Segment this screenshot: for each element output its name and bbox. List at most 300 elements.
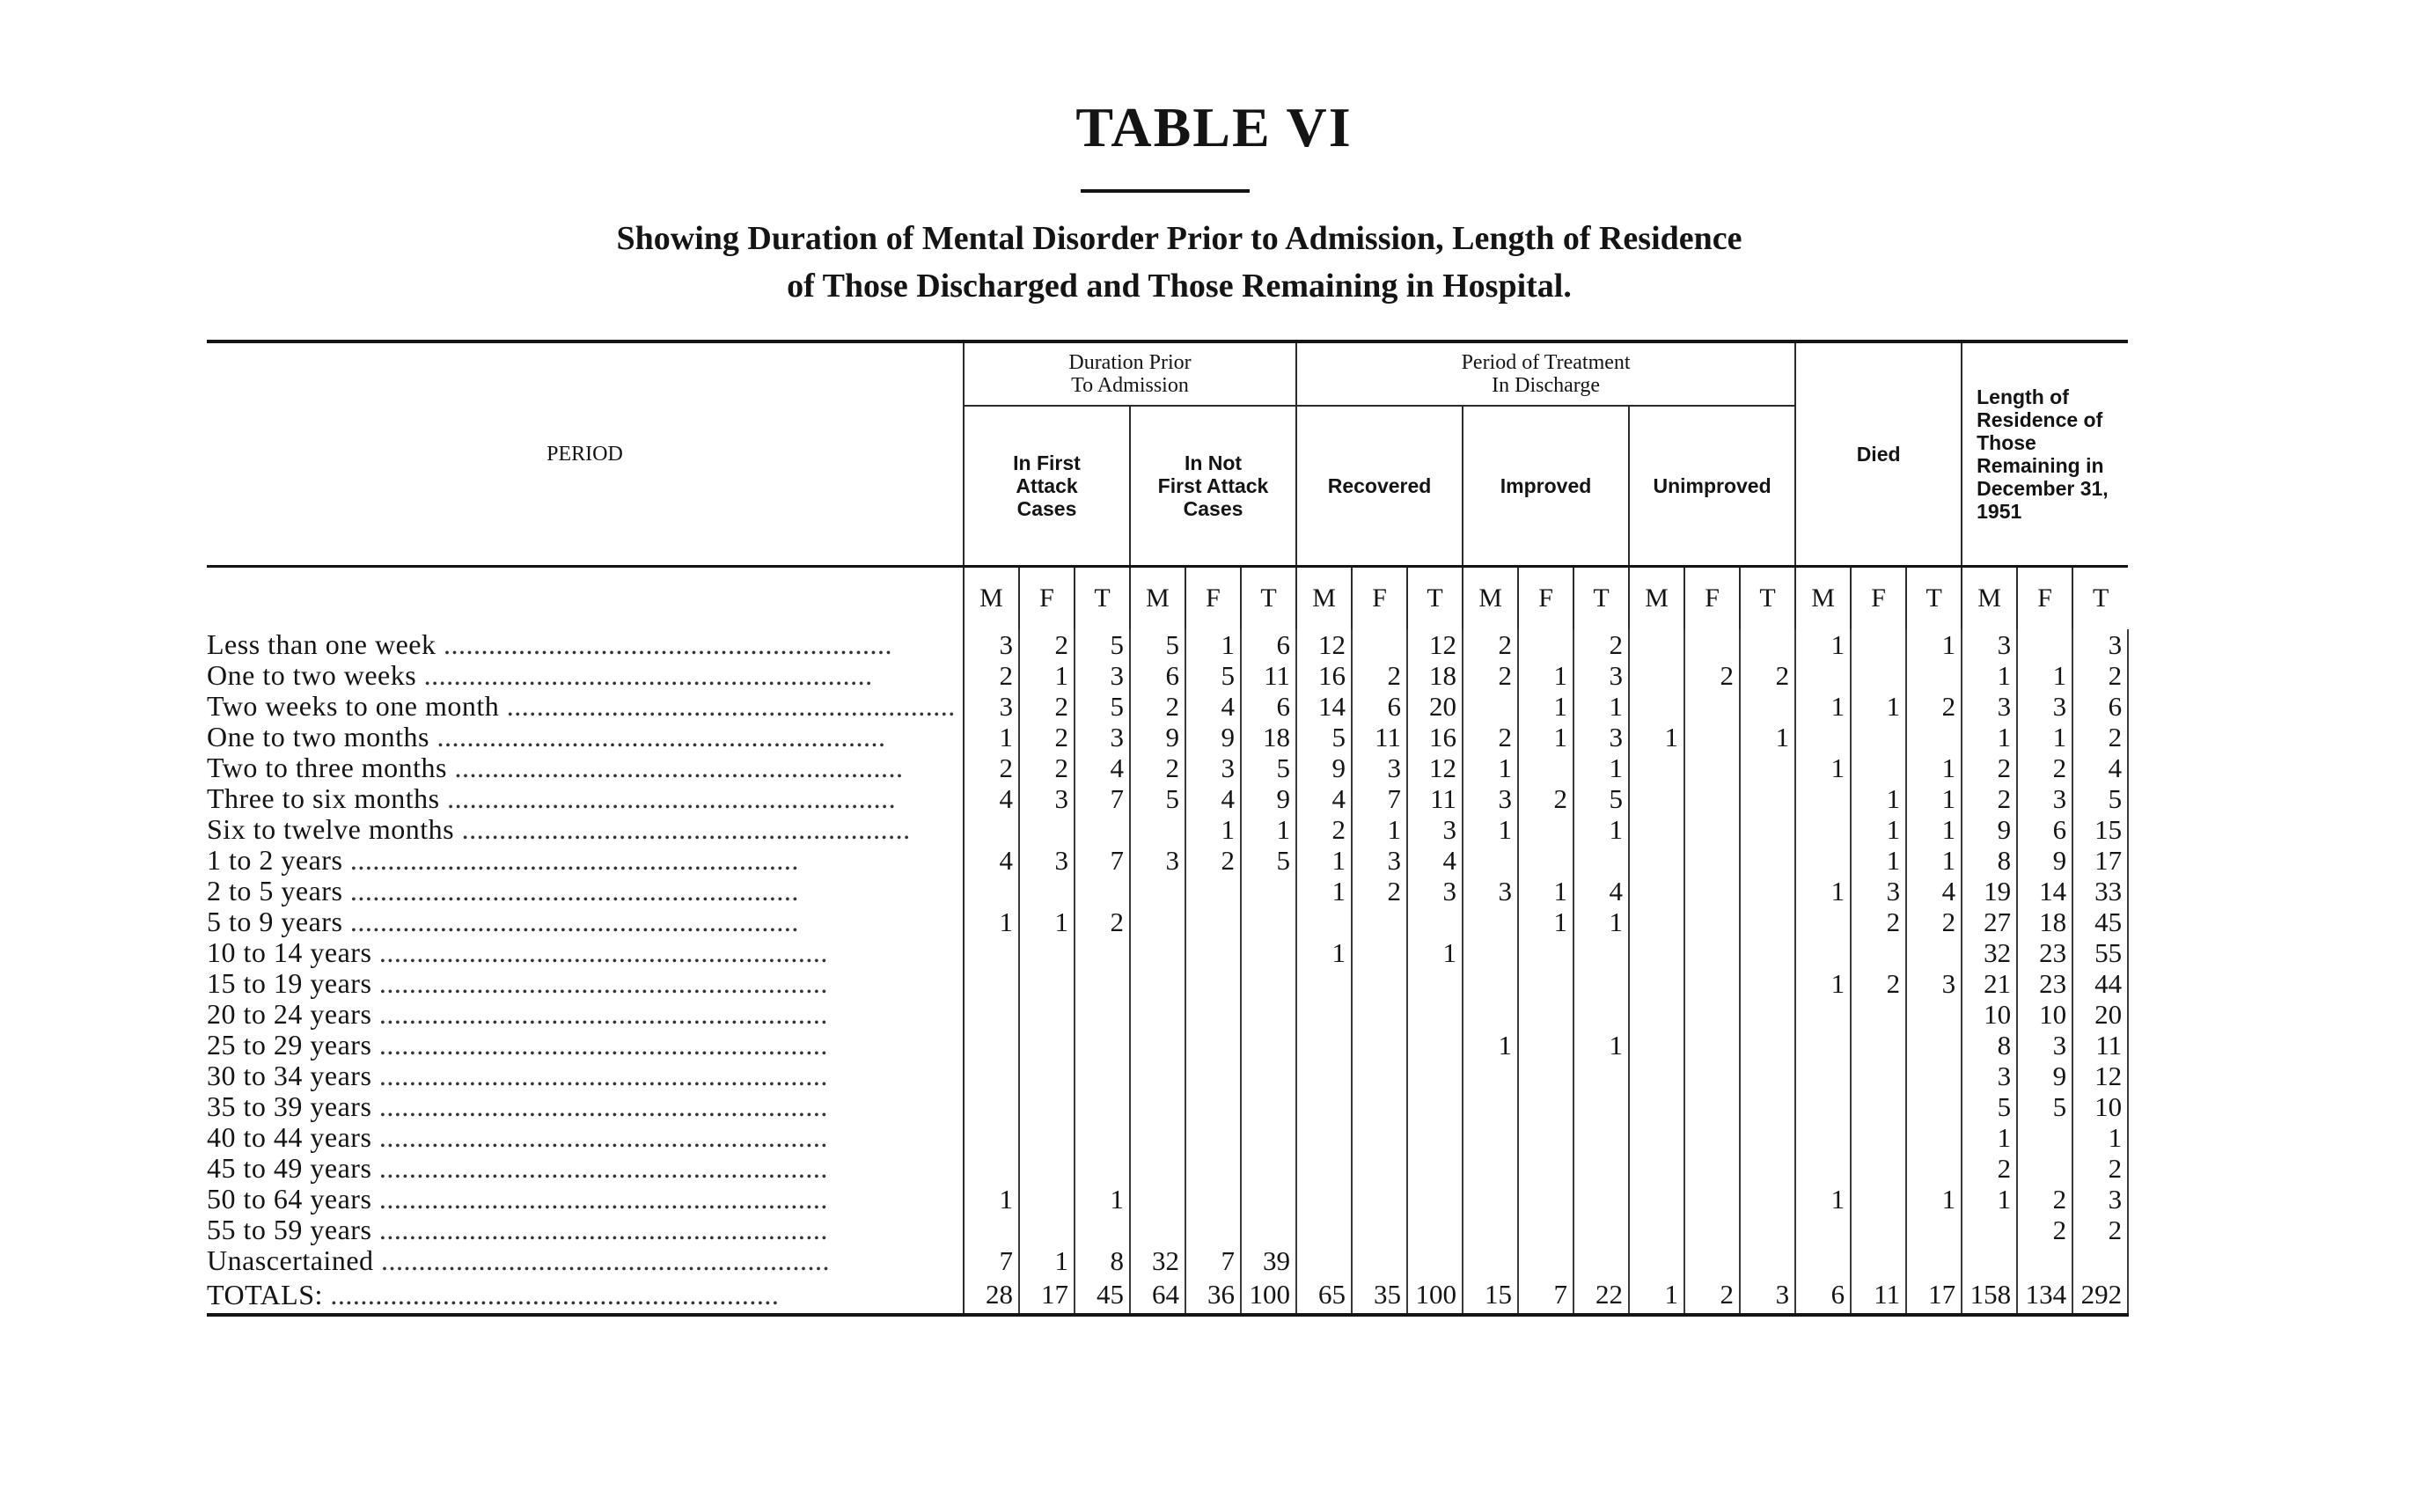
value-cell [2017,629,2072,660]
value-cell: 21 [1962,968,2017,999]
value-cell [1684,783,1740,814]
duration-prior-line-2: To Admission [1071,374,1189,397]
value-cell [1241,937,1296,968]
value-cell: 3 [1906,968,1962,999]
value-cell: 39 [1241,1245,1296,1276]
value-cell: 2 [2017,1215,2072,1245]
value-cell [1740,752,1795,783]
leader-dots: ............................................................ [371,1061,828,1091]
value-cell: 5 [2017,1091,2072,1122]
value-cell: 3 [1962,691,2017,722]
value-cell [1795,1091,1851,1122]
value-cell [1684,906,1740,937]
period-cell [207,1091,964,1122]
value-cell [1407,1122,1463,1153]
value-cell [1851,660,1906,691]
value-cell [1019,999,1075,1030]
subtitle-line-2: of Those Discharged and Those Remaining in Hospital. [787,268,1572,305]
table-title: TABLE VI [1075,96,1353,158]
period-label: 35 to 39 years [207,1091,372,1122]
sex-header-t: T [1740,567,1795,630]
value-cell [1407,1061,1463,1091]
value-cell: 11 [1352,722,1407,752]
value-cell [1629,1061,1684,1091]
leader-dots: ............................................................ [439,783,897,814]
value-cell [1740,999,1795,1030]
value-cell [1962,1245,2017,1276]
period-cell [207,876,964,906]
value-cell [1296,999,1352,1030]
value-cell: 15 [1463,1276,1518,1315]
value-cell [1629,691,1684,722]
sex-header-t: T [1407,567,1463,630]
value-cell: 1 [1518,691,1573,722]
value-cell [1518,1184,1573,1215]
treatment-line-1: Period of Treatment [1461,351,1631,374]
value-cell [1407,1184,1463,1215]
value-cell: 1 [964,1184,1019,1215]
value-cell: 45 [1075,1276,1130,1315]
value-cell [1019,1153,1075,1184]
value-cell: 1 [1851,783,1906,814]
value-cell [1130,876,1185,906]
table-row [207,783,2128,814]
table-row [207,937,2128,968]
value-cell: 3 [1851,876,1906,906]
value-cell [1518,937,1573,968]
table-row [207,968,2128,999]
value-cell [964,1122,1019,1153]
value-cell [964,1215,1019,1245]
value-cell [1906,1245,1962,1276]
value-cell [1851,1061,1906,1091]
value-cell: 9 [2017,1061,2072,1091]
value-cell: 5 [1241,845,1296,876]
not-first-line-3: Cases [1183,497,1243,520]
value-cell: 2 [1962,783,2017,814]
value-cell: 1 [964,722,1019,752]
sex-header-row [207,567,2128,630]
leader-dots: ............................................................ [342,876,799,906]
residence-line-6: 1951 [1977,500,2022,523]
value-cell [1019,1061,1075,1091]
value-cell [1019,937,1075,968]
value-cell: 100 [1241,1276,1296,1315]
leader-dots: ............................................................ [429,722,886,752]
value-cell: 1 [1352,814,1407,845]
value-cell: 5 [1185,660,1241,691]
value-cell: 6 [1130,660,1185,691]
value-cell [1407,999,1463,1030]
value-cell [1019,814,1075,845]
leader-dots: ............................................................ [342,845,799,876]
sex-header-f: F [1019,567,1075,630]
value-cell: 5 [1296,722,1352,752]
value-cell [1075,814,1130,845]
period-cell [207,906,964,937]
value-cell [964,968,1019,999]
value-cell [1518,1091,1573,1122]
value-cell: 32 [1130,1245,1185,1276]
value-cell [1740,1061,1795,1091]
value-cell [1795,937,1851,968]
value-cell [1130,1215,1185,1245]
value-cell [1962,1215,2017,1245]
value-cell: 6 [1795,1276,1851,1315]
value-cell [1795,1245,1851,1276]
value-cell: 4 [1906,876,1962,906]
leader-dots: ............................................................ [322,1279,780,1310]
period-cell [207,814,964,845]
value-cell [1518,629,1573,660]
value-cell: 1 [1962,1122,2017,1153]
leader-dots: ............................................................ [371,999,828,1030]
first-attack-line-2: Attack [1016,474,1078,497]
value-cell [1185,906,1241,937]
value-cell [1851,1091,1906,1122]
value-cell [1573,937,1629,968]
value-cell: 9 [1130,722,1185,752]
value-cell [1684,722,1740,752]
value-cell: 12 [1407,629,1463,660]
value-cell [1296,1061,1352,1091]
value-cell: 11 [2072,1030,2128,1061]
value-cell [1019,1215,1075,1245]
table-row [207,1215,2128,1245]
value-cell: 4 [1407,845,1463,876]
value-cell [1518,968,1573,999]
value-cell: 20 [2072,999,2128,1030]
value-cell: 16 [1407,722,1463,752]
value-cell: 1 [1795,968,1851,999]
sex-header-m: M [1130,567,1185,630]
value-cell: 2 [2072,1153,2128,1184]
value-cell [1629,1153,1684,1184]
value-cell [1851,1215,1906,1245]
value-cell: 28 [964,1276,1019,1315]
value-cell: 7 [1075,845,1130,876]
period-label: 45 to 49 years [207,1153,372,1184]
value-cell [1075,968,1130,999]
value-cell [1740,814,1795,845]
value-cell [1019,1122,1075,1153]
value-cell: 18 [1241,722,1296,752]
value-cell: 3 [1573,722,1629,752]
sex-header-t: T [1906,567,1962,630]
value-cell [1352,1091,1407,1122]
residence-line-1: Length of [1977,385,2069,408]
value-cell: 2 [1851,968,1906,999]
value-cell [1407,1245,1463,1276]
value-cell: 8 [1075,1245,1130,1276]
value-cell: 1 [1795,752,1851,783]
value-cell [1296,1184,1352,1215]
value-cell: 1 [1463,1030,1518,1061]
value-cell [1463,906,1518,937]
value-cell: 4 [1296,783,1352,814]
died-header [1795,341,1962,567]
value-cell: 19 [1962,876,2017,906]
value-cell: 2 [1463,660,1518,691]
value-cell [1684,814,1740,845]
value-cell: 9 [1241,783,1296,814]
value-cell [2017,1122,2072,1153]
value-cell [1573,1153,1629,1184]
value-cell [964,876,1019,906]
value-cell [1629,1215,1684,1245]
sex-header-m: M [964,567,1019,630]
value-cell: 1 [1019,1245,1075,1276]
value-cell [1075,1061,1130,1091]
value-cell [1185,999,1241,1030]
period-cell [207,1215,964,1245]
residence-line-5: December 31, [1977,477,2109,500]
value-cell: 1 [1851,691,1906,722]
value-cell [1463,1215,1518,1245]
value-cell: 2 [2017,1184,2072,1215]
value-cell [1075,999,1130,1030]
table-row [207,752,2128,783]
sex-header-t: T [2072,567,2128,630]
value-cell [1740,1245,1795,1276]
value-cell [1851,752,1906,783]
value-cell: 3 [1019,845,1075,876]
period-cell [207,1122,964,1153]
value-cell: 16 [1296,660,1352,691]
value-cell [1463,691,1518,722]
value-cell: 3 [1130,845,1185,876]
value-cell [1407,1153,1463,1184]
table-row [207,814,2128,845]
value-cell [1352,999,1407,1030]
period-label: 30 to 34 years [207,1061,372,1091]
value-cell: 1 [1241,814,1296,845]
value-cell: 11 [1241,660,1296,691]
period-label: 10 to 14 years [207,937,372,968]
period-cell [207,1153,964,1184]
value-cell: 2 [1906,906,1962,937]
period-label: 1 to 2 years [207,845,343,876]
value-cell [1629,999,1684,1030]
value-cell: 3 [964,629,1019,660]
period-label: One to two months [207,722,429,752]
sex-header-m: M [1463,567,1518,630]
value-cell [1075,876,1130,906]
value-cell: 5 [1241,752,1296,783]
leader-dots: ............................................................ [342,906,799,937]
value-cell: 3 [1573,660,1629,691]
value-cell [964,999,1019,1030]
value-cell [1185,1091,1241,1122]
leader-dots: ............................................................ [371,1184,828,1215]
value-cell [1518,1061,1573,1091]
sex-header-m: M [1296,567,1352,630]
value-cell [1906,1215,1962,1245]
value-cell: 2 [1518,783,1573,814]
period-label: One to two weeks [207,660,417,691]
value-cell [964,1153,1019,1184]
period-label: Three to six months [207,783,440,814]
value-cell: 3 [1962,1061,2017,1091]
value-cell [1573,1122,1629,1153]
residence-header [1962,341,2128,567]
value-cell [1684,1030,1740,1061]
value-cell: 2 [2072,722,2128,752]
value-cell [1740,845,1795,876]
value-cell [1518,1153,1573,1184]
value-cell: 1 [1185,814,1241,845]
value-cell [1684,1184,1740,1215]
value-cell [1851,629,1906,660]
value-cell [1740,906,1795,937]
value-cell: 5 [1075,691,1130,722]
value-cell [1629,876,1684,906]
value-cell: 1 [1407,937,1463,968]
value-cell: 1 [1518,722,1573,752]
value-cell: 20 [1407,691,1463,722]
value-cell [1185,1030,1241,1061]
value-cell: 35 [1352,1276,1407,1315]
value-cell: 18 [1407,660,1463,691]
leader-dots: ............................................................ [371,968,828,999]
unimproved-header [1629,406,1795,567]
value-cell: 23 [2017,937,2072,968]
value-cell [1518,1122,1573,1153]
value-cell: 64 [1130,1276,1185,1315]
value-cell: 1 [1296,937,1352,968]
sex-header-f: F [2017,567,2072,630]
value-cell [1740,1153,1795,1184]
value-cell: 7 [1518,1276,1573,1315]
value-cell: 55 [2072,937,2128,968]
value-cell: 1 [1962,722,2017,752]
value-cell: 3 [1463,876,1518,906]
period-label: 25 to 29 years [207,1030,372,1061]
value-cell: 1 [1629,722,1684,752]
value-cell [1185,1215,1241,1245]
sex-header-f: F [1352,567,1407,630]
period-cell [207,1184,964,1215]
recovered-header [1296,406,1463,567]
value-cell [1296,1030,1352,1061]
table-header [207,341,2128,629]
value-cell: 5 [1130,783,1185,814]
table-row [207,722,2128,752]
value-cell [1629,1030,1684,1061]
value-cell [1684,691,1740,722]
period-label: Two to three months [207,752,447,783]
leader-dots: ............................................................ [371,1091,828,1122]
value-cell [1684,968,1740,999]
value-cell [1241,1030,1296,1061]
value-cell [1795,1030,1851,1061]
value-cell: 1 [1851,814,1906,845]
period-label: 55 to 59 years [207,1215,372,1245]
value-cell: 3 [964,691,1019,722]
value-cell: 4 [1573,876,1629,906]
value-cell [1019,1091,1075,1122]
table-row [207,1184,2128,1215]
value-cell: 158 [1962,1276,2017,1315]
sex-header-f: F [1185,567,1241,630]
value-cell: 36 [1185,1276,1241,1315]
table-body [207,629,2128,1315]
value-cell: 3 [2072,1184,2128,1215]
value-cell: 1 [1573,752,1629,783]
value-cell [1573,1215,1629,1245]
value-cell: 1 [1463,814,1518,845]
value-cell: 1 [1906,814,1962,845]
value-cell [1573,1184,1629,1215]
value-cell [1463,1245,1518,1276]
improved-header [1463,406,1629,567]
value-cell [1573,1061,1629,1091]
treatment-period-header [1296,341,1795,406]
value-cell [1795,660,1851,691]
period-label: Less than one week [207,629,436,660]
period-cell [207,660,964,691]
value-cell [1352,629,1407,660]
value-cell: 1 [1019,906,1075,937]
value-cell [1241,906,1296,937]
value-cell: 6 [1241,691,1296,722]
value-cell [1851,722,1906,752]
value-cell: 1 [1629,1276,1684,1315]
sex-header-m: M [1962,567,2017,630]
value-cell [1407,1215,1463,1245]
period-label: Six to twelve months [207,814,455,845]
not-first-attack-header [1130,406,1296,567]
leader-dots: ............................................................ [371,937,828,968]
value-cell: 12 [1407,752,1463,783]
period-cell [207,629,964,660]
value-cell [964,814,1019,845]
sex-header-f: F [1518,567,1573,630]
value-cell [1851,1184,1906,1215]
value-cell: 1 [1296,845,1352,876]
value-cell [1906,660,1962,691]
value-cell [1296,1122,1352,1153]
value-cell [1352,906,1407,937]
table-row [207,1245,2128,1276]
not-first-line-2: First Attack [1157,474,1269,497]
value-cell [1463,1122,1518,1153]
value-cell: 2 [2072,660,2128,691]
value-cell: 2 [2017,752,2072,783]
value-cell: 9 [1962,814,2017,845]
value-cell: 1 [1795,876,1851,906]
value-cell: 3 [1019,783,1075,814]
totals-row [207,1276,2128,1315]
value-cell: 2 [1296,814,1352,845]
value-cell: 11 [1851,1276,1906,1315]
value-cell: 3 [1075,722,1130,752]
value-cell [1740,783,1795,814]
value-cell: 3 [1407,814,1463,845]
title-rule [1081,189,1250,193]
value-cell: 1 [1573,814,1629,845]
value-cell [1740,1215,1795,1245]
value-cell: 2 [1962,752,2017,783]
value-cell [1075,1122,1130,1153]
value-cell [1352,1215,1407,1245]
value-cell: 1 [1573,1030,1629,1061]
value-cell [1407,968,1463,999]
period-cell [207,1245,964,1276]
value-cell: 9 [1185,722,1241,752]
value-cell [1684,1215,1740,1245]
value-cell: 2 [1352,876,1407,906]
